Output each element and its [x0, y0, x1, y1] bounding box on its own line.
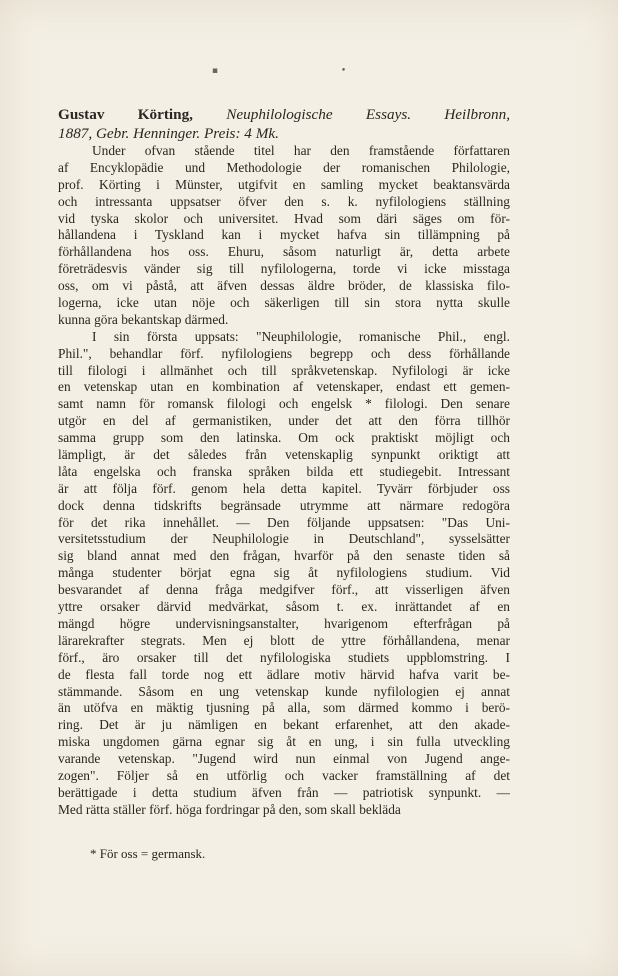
text-line: prof. Körting i Münster, utgifvit en samling mycket beaktansvärda: [58, 176, 510, 192]
text-line: Under ofvan stående titel har den framstående författaren: [92, 143, 510, 158]
text-line: oss, om vi påstå, att äfven dessas äldre bröder, de klassiska filo-: [58, 278, 510, 294]
text-line: för det rika innehållet. — Den följande uppsatsen: "Das Uni-: [58, 514, 510, 530]
text-line: förf., äro orsaker till det nyfilologiska studiets uppblomstring. I: [58, 649, 510, 665]
text-line: zogen". Följer så en utförlig och vacker framställning af det: [58, 767, 510, 783]
text-line: logerna, icke utan nöje och säkerligen till sin stora nytta skulle: [58, 295, 510, 311]
review-heading-line-1: [58, 106, 510, 125]
text-line: besvarandet af denna fråga medgifver förf., att visserligen äfven: [58, 582, 510, 598]
text-line: förhållandena hos oss. Ehuru, såsom naturligt är, detta arbete: [58, 244, 510, 260]
text-line: berättigade i detta studium äfven från — patriotisk synpunkt. —: [58, 784, 510, 800]
paragraph-2: [58, 329, 510, 819]
text-line: låta engelska och franska språken bilda ett studiegebit. Intressant: [58, 463, 510, 479]
text-line: Med rätta ställer förf. höga fordringar på den, som skall bekläda: [58, 801, 401, 817]
text-line: än utöfva en mäktig tjusning på alla, som därmed kommo i berö-: [58, 700, 510, 716]
text-line: vid tyska skolor och universitet. Hvad som däri säges om för-: [58, 210, 510, 226]
text-line: utgör en del af germanistiken, under det att den förra tillhör: [58, 413, 510, 429]
text-line: stämmande. Såsom en ung vetenskap kunde nyfilologien ej annat: [58, 683, 510, 699]
text-line: dock denna tidskrifts begränsade utrymme att närmare redogöra: [58, 497, 510, 513]
text-line: sig bland annat med den frågan, hvarför på den senaste tiden så: [58, 548, 510, 564]
text-line: samt namn för romansk filologi och engelsk * filologi. Den senare: [58, 396, 510, 412]
text-line: en vetenskap utan en kombination af vetenskaper, endast ett gemen-: [58, 379, 510, 395]
text-line: kunna göra bekantskap därmed.: [58, 311, 229, 327]
text-line: lämpligt, är det således från vetenskaplig synpunkt oriktigt att: [58, 447, 510, 463]
text-line: miska ungdomen gärna egnar sig åt en ung, i sin fulla utveckling: [58, 734, 510, 750]
footnote: * För oss = germansk.: [90, 846, 206, 861]
review-title: Neuphilologische Essays. Heilbronn,: [192, 106, 510, 123]
text-line: till filologi i allmänhet och till språkvetenskap. Nyfilologi är icke: [58, 362, 510, 378]
ornament-marks: ▪ •: [211, 66, 407, 76]
text-line: Phil.", behandlar förf. nyfilologiens begrepp och dess förhållande: [58, 345, 510, 361]
text-line: samma grupp som den latinska. Om ock praktiskt möjligt och: [58, 430, 510, 446]
text-line: och intressanta uppsatser öfver den s. k. nyfilologiens ställning: [58, 193, 510, 209]
text-line: företrädesvis vänder sig till nyfilologerna, torde vi icke misstaga: [58, 261, 510, 277]
paragraph-1: [58, 143, 510, 329]
text-line: hållandena i Tyskland kan i mycket hafva sin tillämpning på: [58, 227, 510, 243]
text-line: ring. Det är ju nämligen en bekant erfarenhet, att den akade-: [58, 717, 510, 733]
text-line: mängd högre undervisningsanstalter, hvarigenom efterfrågan på: [58, 615, 510, 631]
text-line: af Encyklopädie und Methodologie der romanischen Philologie,: [58, 159, 510, 175]
review-heading-line-2: 1887, Gebr. Henninger. Preis: 4 Mk.: [58, 124, 279, 142]
text-line: yttre orsaker därvid medvärkat, såsom t. ex. inrättandet af en: [58, 599, 510, 615]
review-author: Gustav Körting,: [58, 106, 193, 123]
text-line: versitetsstudium der Neuphilologie in Deutschland", sysselsätter: [58, 531, 510, 547]
text-line: varande vetenskap. "Jugend wird nun einmal von Jugend ange-: [58, 751, 510, 767]
text-line: I sin första uppsats: "Neuphilologie, romanische Phil., engl.: [92, 328, 510, 344]
text-line: många studenter börjat egna sig åt nyfilologiens studium. Vid: [58, 565, 510, 581]
text-line: lärarekrafter stegrats. Men ej blott de yttre förhållandena, menar: [58, 632, 510, 648]
text-line: de flesta fall torde nog ett ädlare motiv härvid hafva varit be-: [58, 666, 510, 682]
review-text: [58, 106, 510, 819]
text-line: är att följa förf. genom hela detta kapitel. Tyvärr förbjuder oss: [58, 480, 510, 496]
